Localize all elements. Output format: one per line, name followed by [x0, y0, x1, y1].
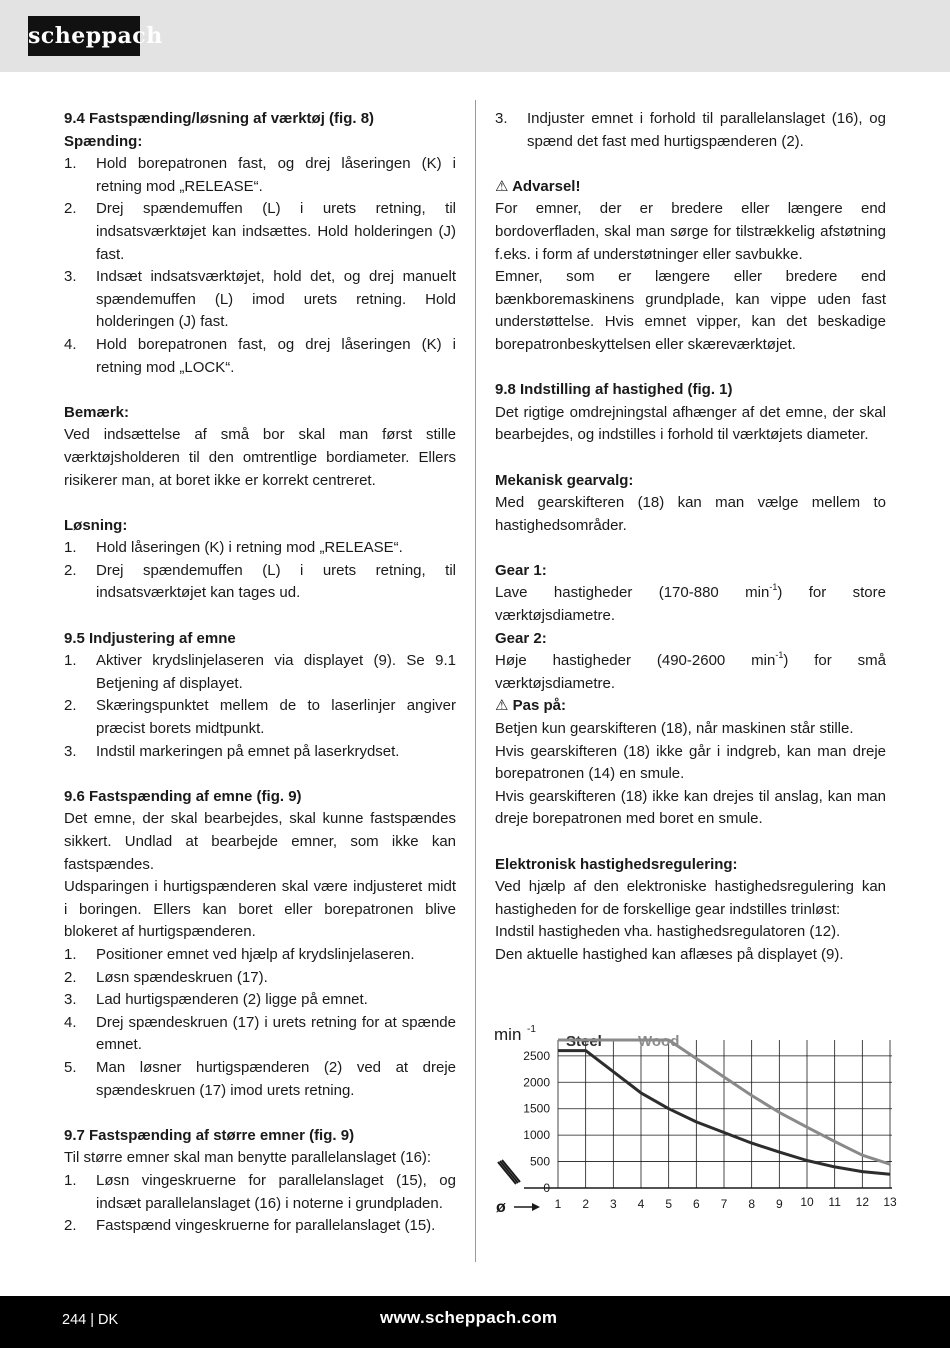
list-item: 2. Fastspænd vingeskruerne for parallelanslaget (15). — [64, 1217, 436, 1235]
x-tick-label: 5 — [665, 1197, 673, 1211]
list-item: 1. Løsn vingeskruerne for parallelanslaget (15), og indsæt parallelanslaget (16) i noterne i grundpladen. — [64, 1171, 456, 1212]
elektronisk-text-3: Den aktuelle hastighed kan aflæses på displayet (9). — [495, 945, 844, 963]
spaending-label: Spænding: — [64, 132, 143, 150]
elektronisk-label: Elektronisk hastighedsregulering: — [495, 855, 738, 873]
spaending-list — [64, 153, 456, 379]
list-item: 4. Drej spændeskruen (17) i urets retning for at spænde emnet. — [64, 1013, 456, 1054]
page-number: 244 | DK — [62, 1312, 119, 1328]
y-tick-label: 2500 — [523, 1048, 550, 1063]
section-9-6-paragraph-2: Udsparingen i hurtigspænderen skal være indjusteret midt i boringen. Ellers kan boret eller borepatronen blive blokeret af hurtigspænderen. — [64, 878, 456, 941]
mekanisk-text: Med gearskifteren (18) kan man vælge mellem to hastighedsområder. — [495, 494, 886, 534]
stoerre-emner-list — [64, 1170, 456, 1238]
list-item: 2. Skæringspunktet mellem de to laserlinjer angiver præcist borets midtpunkt. — [64, 697, 456, 738]
y-tick-label: 500 — [529, 1154, 550, 1169]
list-item: 3. Lad hurtigspænderen (2) ligge på emnet. — [64, 991, 368, 1009]
y-axis-label: min — [494, 1025, 522, 1044]
x-tick-label: 12 — [855, 1195, 870, 1209]
pas-paa-text-1: Betjen kun gearskifteren (18), når maskinen står stille. — [495, 720, 854, 738]
x-tick-label: 10 — [800, 1195, 814, 1209]
advarsel-heading: ⚠ Advarsel! — [495, 177, 581, 195]
x-axis-label: ø — [496, 1199, 506, 1216]
warning-triangle-icon: ⚠ — [495, 177, 509, 195]
y-tick-label: 0 — [543, 1181, 550, 1195]
bemaerk-text: Ved indsættelse af små bor skal man først stille værktøjsholderen til den omtrentlige bordiameter. Ellers risikerer man, at boret ikke er korrekt centreret. — [64, 426, 456, 489]
drill-bit-icon — [498, 1160, 520, 1184]
stoerre-emner-list-continued — [495, 108, 886, 153]
gear-1-label: Gear 1: — [495, 561, 547, 579]
section-9-6-title: 9.6 Fastspænding af emne (fig. 9) — [64, 787, 302, 805]
elektronisk-text: Ved hjælp af den elektroniske hastighedsregulering kan hastigheden for de forskellige gear indstilles trinløst: — [495, 878, 886, 918]
section-9-8-text: Det rigtige omdrejningstal afhænger af det emne, der skal bearbejdes, og indstilles i forhold til værktøjets diameter. — [495, 403, 886, 444]
list-item: 3. Indstil markeringen på emnet på laserkrydset. — [64, 742, 400, 760]
section-9-7-intro: Til større emner skal man benytte parallelanslaget (16): — [64, 1149, 432, 1167]
advarsel-text: For emner, der er bredere eller længere end bordoverfladen, skal man sørge for tilstrækkelig afstøtning f.eks. i form af understøtninger eller savbukke. — [495, 200, 886, 263]
x-tick-label: 7 — [720, 1197, 728, 1211]
speed-chart-svg — [490, 1020, 900, 1220]
x-tick-label: 9 — [775, 1197, 783, 1211]
speed-chart — [490, 1020, 900, 1220]
y-tick-label: 1500 — [523, 1101, 550, 1116]
advarsel-text-2: Emner, som er længere eller bredere end bænkboremaskinens grundplade, kan vippe uden fast understøttelse. Hvis emnet vipper, kan det beskadige borepatronbeskyttelsen eller skæreværktøjet. — [495, 268, 886, 353]
elektronisk-text-2: Indstil hastigheden vha. hastighedsregulatoren (12). — [495, 923, 841, 941]
section-9-5-title: 9.5 Indjustering af emne — [64, 629, 236, 647]
list-item: 1. Aktiver krydslinjelaseren via displayet (9). Se 9.1 Betjening af displayet. — [64, 652, 456, 692]
list-item: 2. Drej spændemuffen (L) i urets retning, til indsatsværktøjet kan tages ud. — [64, 561, 456, 602]
list-item: 4. Hold borepatronen fast, og drej låseringen (K) i retning mod „LOCK“. — [64, 335, 456, 376]
section-9-8-title: 9.8 Indstilling af hastighed (fig. 1) — [495, 381, 733, 399]
gear-1-text: Lave hastigheder (170-880 $\min^{-1}$) for store værktøjsdiametre. — [495, 582, 886, 625]
list-item: 1. Hold låseringen (K) i retning mod „RELEASE“. — [64, 539, 403, 557]
x-tick-label: 1 — [554, 1197, 562, 1211]
losning-list — [64, 537, 456, 605]
scheppach-logo: scheppach — [28, 16, 140, 56]
list-item: 3. Indjuster emnet i forhold til parallelanslaget (16), og spænd det fast med hurtigspænderen (2). — [495, 110, 886, 150]
x-tick-label: 13 — [883, 1195, 897, 1209]
section-9-7-title: 9.7 Fastspænding af større emner (fig. 9) — [64, 1126, 355, 1144]
bemaerk-label: Bemærk: — [64, 403, 130, 421]
website-link[interactable]: www.scheppach.com — [380, 1308, 558, 1327]
x-tick-label: 4 — [637, 1197, 645, 1211]
list-item: 1. Hold borepatronen fast, og drej låseringen (K) i retning mod „RELEASE“. — [64, 155, 456, 195]
legend-label-steel: Steel — [566, 1033, 602, 1050]
x-tick-label: 6 — [692, 1197, 700, 1211]
losning-label: Løsning: — [64, 516, 128, 534]
right-column — [495, 108, 886, 967]
y-axis-label-superscript: -1 — [527, 1024, 536, 1035]
y-tick-label: 1000 — [523, 1128, 550, 1143]
column-divider — [475, 100, 476, 1262]
x-tick-label: 2 — [582, 1197, 590, 1211]
list-item: 2. Løsn spændeskruen (17). — [64, 968, 268, 986]
list-item: 2. Drej spændemuffen (L) i urets retning, til indsatsværktøjet kan indsættes. Hold holderingen (J) fast. — [64, 200, 456, 263]
gear-2-label: Gear 2: — [495, 629, 547, 647]
legend-label-wood: Wood — [638, 1033, 680, 1050]
gear-2-text: Høje hastigheder (490-2600 $\min^{-1}$) for små værktøjsdiametre. — [495, 650, 886, 692]
header-band — [0, 0, 950, 72]
pas-paa-text-2: Hvis gearskifteren (18) ikke går i indgreb, kan man dreje borepatronen (14) en smule. — [495, 742, 886, 783]
mekanisk-label: Mekanisk gearvalg: — [495, 471, 634, 489]
pas-paa-text-3: Hvis gearskifteren (18) ikke kan drejes til anslag, kan man dreje borepatronen med boret en smule. — [495, 787, 886, 828]
y-tick-label: 2000 — [523, 1075, 550, 1090]
warning-triangle-icon: ⚠ — [495, 697, 509, 715]
list-item: 1. Positioner emnet ved hjælp af krydslinjelaseren. — [64, 945, 415, 963]
list-item: 5. Man løsner hurtigspænderen (2) ved at dreje spændeskruen (17) imod urets retning. — [64, 1058, 456, 1099]
x-tick-label: 8 — [748, 1197, 756, 1211]
pas-paa-heading: ⚠ Pas på: — [495, 697, 566, 715]
x-tick-label: 11 — [828, 1195, 841, 1209]
left-column — [64, 108, 456, 1238]
fastspaending-list — [64, 944, 456, 1102]
indjustering-list — [64, 650, 456, 763]
footer — [0, 1296, 950, 1348]
section-9-6-paragraph-1: Det emne, der skal bearbejdes, skal kunne fastspændes sikkert. Undlad at bearbejde emner, som ikke kan fastspændes. — [64, 810, 456, 873]
section-9-4-title: 9.4 Fastspænding/løsning af værktøj (fig. 8) — [64, 110, 375, 127]
x-tick-label: 3 — [609, 1197, 617, 1211]
list-item: 3. Indsæt indsatsværktøjet, hold det, og drej manuelt spændemuffen (L) imod urets retning. Hold holderingen (J) fast. — [64, 268, 456, 331]
